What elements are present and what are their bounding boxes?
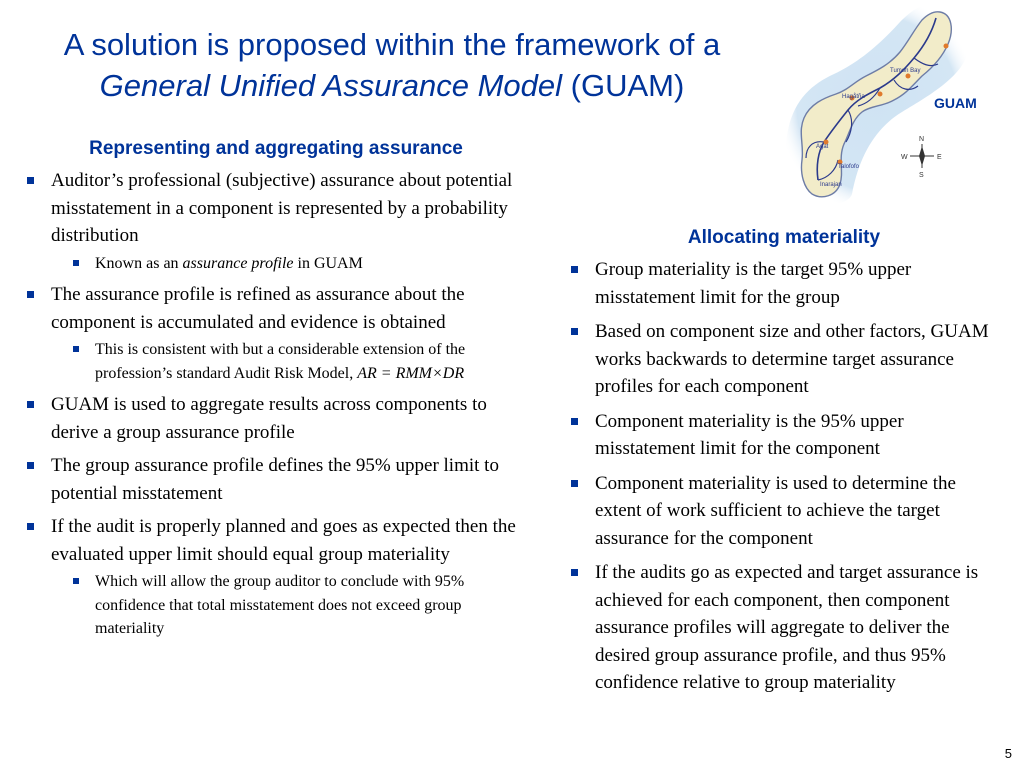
left-column [26,137,526,647]
compass-n: N [919,136,925,143]
compass-rose-icon [901,136,942,179]
bullet-square-icon [27,462,34,469]
title-italic-part: General Unified Assurance Model [99,68,563,103]
list-item: Based on component size and other factors, GUAM works backwards to determine target assurance profiles for each component [570,318,998,401]
sub-bullet-list [51,338,526,385]
list-item: If the audit is properly planned and goes as expected then the evaluated upper limit should equal group materiality Which will allow the group auditor to conclude with 95% confidence that total misstatement does not exceed group materiality [26,513,526,641]
bullet-square-icon [571,480,578,487]
map-label-inarajan: Inarajan [820,182,842,188]
map-label: GUAM [934,95,977,111]
bullet-square-icon [571,569,578,576]
list-item: Known as an assurance profile in GUAM [51,252,526,276]
title-line-2 [0,65,784,106]
bullet-square-icon [571,266,578,273]
bullet-square-icon [27,401,34,408]
list-item: Component materiality is used to determine the extent of work sufficient to achieve the target assurance for the component [570,470,998,553]
page-number: 5 [1004,746,1012,761]
bullet-square-icon [73,578,79,584]
sub-bullet-list [51,252,526,276]
bullet-square-icon [73,260,79,266]
right-bullet-list [570,256,998,697]
list-item: GUAM is used to aggregate results across components to derive a group assurance profile [26,391,526,446]
list-item: Group materiality is the target 95% upper misstatement limit for the group [570,256,998,311]
list-item: If the audits go as expected and target assurance is achieved for each component, then component assurance profiles will aggregate to deliver the desired group assurance profile, and thus 95% confidence relative to group materiality [570,559,998,697]
compass-e: E [937,154,942,161]
map-label-agat: Agat [816,144,829,150]
compass-w: W [901,154,908,161]
bullet-square-icon [27,177,34,184]
list-item: The group assurance profile defines the 95% upper limit to potential misstatement [26,452,526,507]
list-item: Auditor’s professional (subjective) assurance about potential misstatement in a component is represented by a probability distribution Known as an assurance profile in GUAM [26,167,526,275]
list-item: Component materiality is the 95% upper misstatement limit for the component [570,408,998,463]
right-column [570,226,998,704]
title-line-1: A solution is proposed within the framework of a [63,27,721,62]
map-label-tumon: Tumon Bay [890,68,921,74]
bullet-square-icon [571,328,578,335]
list-item: The assurance profile is refined as assurance about the component is accumulated and evidence is obtained This is consistent with but a considerable extension of the profession’s standard Audit Risk Model, AR = RMM×DR [26,281,526,385]
bullet-square-icon [73,346,79,352]
map-island [801,12,951,197]
left-bullet-list [26,167,526,641]
map-label-talofofo: Talofofo [838,164,860,170]
sub-bullet-list [51,570,526,641]
title-rest: (GUAM) [562,68,685,103]
slide-title [0,24,784,106]
bullet-square-icon [27,291,34,298]
bullet-square-icon [27,523,34,530]
right-heading: Allocating materiality [687,227,881,248]
map-label-hagatna: Hagåtña [842,94,865,100]
left-heading: Representing and aggregating assurance [89,138,463,159]
compass-s: S [919,172,924,179]
bullet-square-icon [571,418,578,425]
list-item: This is consistent with but a considerable extension of the profession’s standard Audit Risk Model, AR = RMM×DR [51,338,526,385]
list-item: Which will allow the group auditor to conclude with 95% confidence that total misstatement does not exceed group materiality [51,570,526,641]
